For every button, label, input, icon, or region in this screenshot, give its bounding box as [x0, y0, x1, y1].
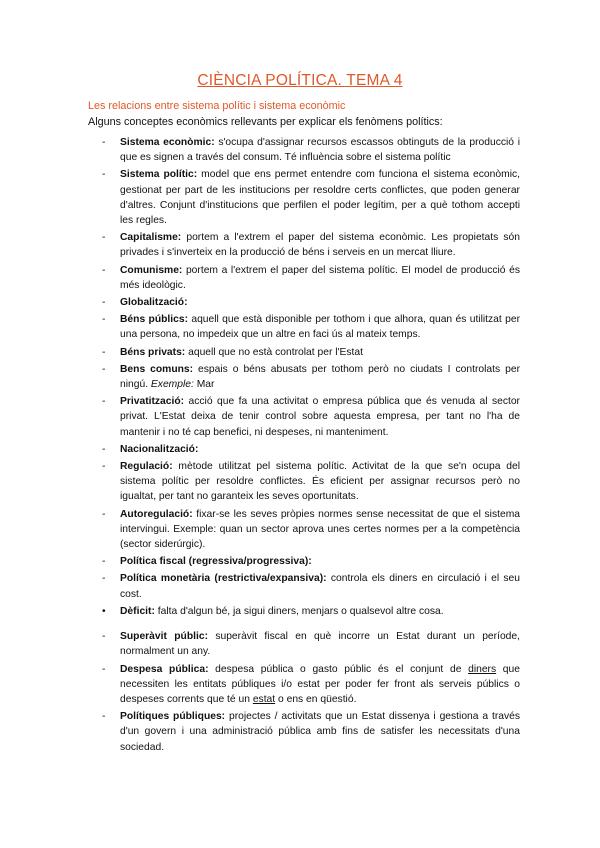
list-item [100, 604, 520, 619]
list-item [100, 312, 520, 342]
example-text: Mar [193, 379, 215, 391]
list-item [100, 263, 520, 293]
list-bullet: - [102, 396, 106, 408]
term-definition: espais o béns abusats per tothom però no ciudats I controlats per ningú. [120, 363, 520, 391]
list-item [100, 362, 520, 392]
term-label: Política monetària (restrictiva/expansiva): [120, 573, 327, 585]
section-subtitle: Les relacions entre sistema polític i sistema econòmic [88, 100, 346, 112]
term-definition: fixar-se les seves pròpies normes sense necessitat de que el sistema intervingui. Exemple: quan un sector aprova unes certes normes per a la competència (sector siderúrgic). [120, 508, 520, 551]
list-bullet: - [102, 711, 106, 723]
list-bullet: - [102, 346, 106, 358]
list-item [100, 295, 520, 310]
term-label: Sistema econòmic: [120, 137, 215, 148]
list-item [100, 394, 520, 440]
list-bullet: - [102, 363, 106, 375]
example-label: Exemple: [150, 379, 194, 391]
list-bullet: - [102, 232, 106, 244]
page-title: CIÈNCIA POLÍTICA. TEMA 4 [197, 72, 403, 89]
list-item [100, 345, 520, 360]
term-label: Béns privats: [120, 346, 186, 358]
list-bullet: • [102, 605, 106, 617]
term-label: Regulació: [120, 461, 173, 473]
list-item [100, 230, 520, 260]
term-label: Política fiscal (regressiva/progressiva): [120, 556, 312, 568]
list-bullet: - [102, 443, 106, 455]
list-item [100, 571, 520, 601]
list-bullet: - [102, 137, 106, 148]
term-label: Dèficit: [120, 605, 155, 617]
term-label: Capitalisme: [120, 232, 182, 244]
term-definition: superàvit fiscal en què incorre un Estat durant un període, normalment un any. [120, 631, 520, 658]
term-definition: que necessiten les entitats públiques i/o estat per poder fer front als serveis públics o despeses corrents que té un [120, 663, 520, 705]
term-label: Bens comuns: [120, 363, 194, 375]
list-bullet: - [102, 573, 106, 585]
link-estat[interactable]: estat [252, 693, 276, 705]
list-bullet: - [102, 556, 106, 568]
list-item [100, 459, 520, 505]
term-definition: model que ens permet entendre com funciona el sistema econòmic, gestionat per part de les institucions per resoldre certs conflictes, que poden generar d'altres. Conjunt d'institucions que perfilen el poder legítim, per a què tothom accepti les regles. [120, 169, 520, 227]
term-definition: despesa pública o gasto públic és el conjunt de [208, 663, 469, 675]
term-definition: portem a l'extrem el paper del sistema polític. El model de producció és més ideològic. [120, 264, 520, 291]
term-definition: aquell que no està controlat per l'Estat [185, 346, 363, 358]
list-bullet: - [102, 264, 106, 276]
term-label: Polítiques públiques: [120, 711, 226, 723]
list-item [100, 662, 520, 708]
term-label: Nacionalització: [120, 443, 199, 455]
term-definition: projectes / activitats que un Estat dissenya i gestiona a través d'un govern i una administració pública amb fins de satisfer les necessitats d'una sociedad. [120, 711, 520, 753]
term-definition: o ens en qüestió. [275, 693, 357, 705]
term-definition: portem a l'extrem el paper del sistema econòmic. Les propietats són privades i s'inverteix en la producció de béns i serveis en un mercat lliure. [120, 232, 520, 259]
list-item [100, 507, 520, 553]
term-label: Globalització: [120, 297, 188, 309]
term-label: Despesa pública: [120, 663, 209, 675]
list-bullet: - [102, 314, 106, 326]
term-definition: controla els diners en circulació i el seu cost. [120, 573, 520, 600]
term-definition: mètode utilitzat pel sistema polític. Activitat de la que se'n ocupa del sistema polític per resoldre conflictes. És eficient per assignar recursos però no igualtat, per tant no garanteix les seves oportunitats. [120, 461, 520, 503]
list-bullet: - [102, 297, 106, 309]
term-label: Sistema polític: [120, 169, 198, 181]
term-definition: s'ocupa d'assignar recursos escassos obtinguts de la producció i que es signen a través del consum. Té influència sobre el sistema polític [120, 137, 520, 164]
list-item [100, 629, 520, 659]
list-bullet: - [102, 508, 106, 520]
term-definition: aquell que està disponible per tothom i que alhora, quan és utilitzat per una persona, no impedeix que un altre en faci ús al mateix temps. [120, 314, 520, 341]
list-item [100, 167, 520, 228]
list-item [100, 709, 520, 755]
term-definition: acció que fa una activitat o empresa pública que és venuda al sector privat. L'Estat deixa de tenir control sobre aquesta empresa, per tant no l'ha de mantenir i no té cap benefici, ni despeses, ni manteniment. [120, 396, 520, 438]
list-bullet: - [102, 169, 106, 181]
list-bullet: - [102, 461, 106, 473]
term-label: Privatització: [120, 396, 185, 408]
intro-paragraph: Alguns conceptes econòmics rellevants per explicar els fenòmens polítics: [88, 116, 443, 128]
list-item [100, 135, 520, 165]
term-label: Autoregulació: [120, 508, 193, 520]
term-label: Béns públics: [120, 314, 188, 326]
term-label: Comunisme: [120, 264, 183, 276]
list-item [100, 442, 520, 457]
list-bullet: - [102, 663, 106, 675]
term-definition: falta d'algun bé, ja sigui diners, menjars o qualsevol altre cosa. [154, 605, 444, 617]
list-bullet: - [102, 631, 106, 643]
terms-list [100, 135, 520, 757]
list-item [100, 554, 520, 569]
link-diners[interactable]: diners [468, 663, 497, 675]
term-label: Superàvit públic: [120, 631, 208, 643]
